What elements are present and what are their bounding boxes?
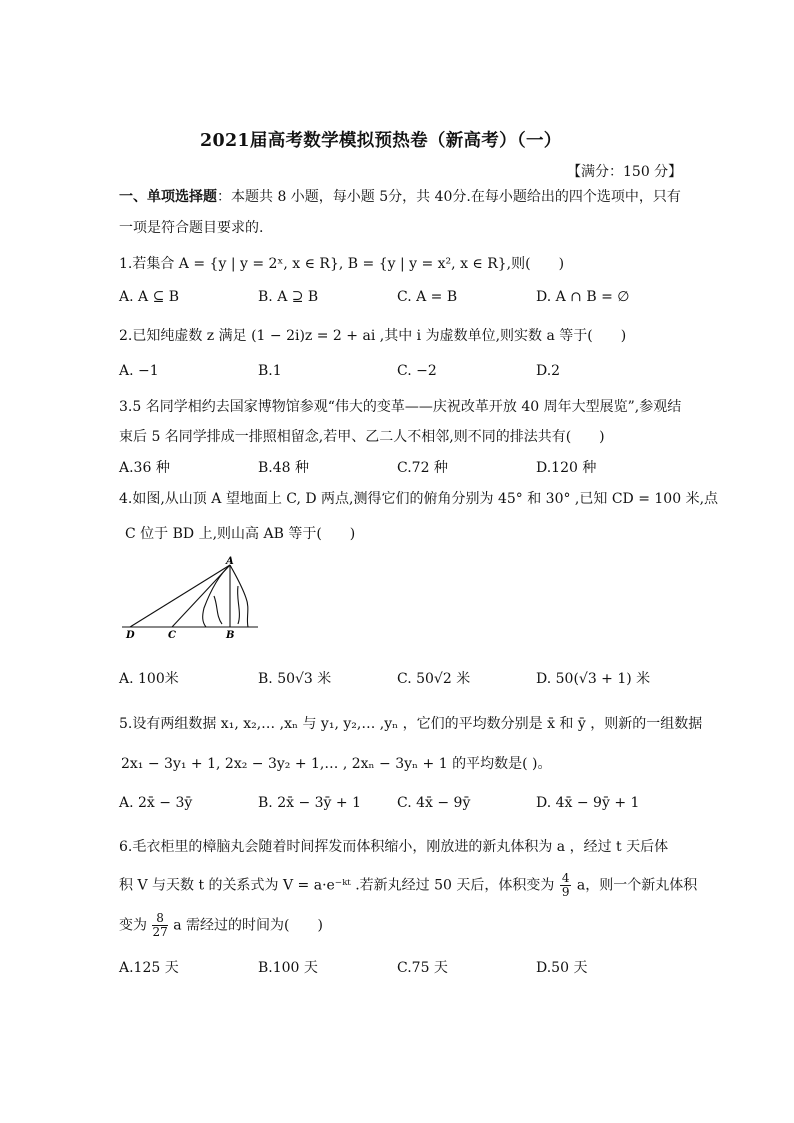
q4-option-c: C. 50√2 米 (397, 671, 471, 687)
q6-option-d: D.50 天 (536, 960, 588, 976)
score-note: 【满分：150 分】 (567, 164, 683, 180)
q3-option-a: A.36 种 (119, 460, 170, 476)
q6-line2-end: a，则一个新丸体积 (576, 877, 698, 894)
page-title: 2021届高考数学模拟预热卷（新高考）（一） (200, 131, 562, 151)
q2-option-c: C. −2 (397, 363, 437, 379)
question-6-line3 (119, 912, 323, 939)
question-5-line2: 2x₁ − 3y₁ + 1, 2x₂ − 3y₂ + 1,… , 2xₙ − 3yₙ + 1 的平均数是( )。 (121, 756, 552, 772)
q1-option-b: B. A ⊇ B (258, 289, 319, 305)
fraction-four-ninths (560, 872, 572, 899)
fraction-numerator: 8 (152, 912, 167, 926)
question-2-stem: 2.已知纯虚数 z 满足 (1 − 2i)z = 2 + ai ,其中 i 为虚数单位,则实数 a 等于( ) (119, 328, 627, 344)
q2-option-a: A. −1 (119, 363, 159, 379)
label-d: D (126, 630, 135, 641)
section-title: 一、单项选择题 (119, 189, 217, 205)
label-b: B (226, 630, 235, 641)
q6-line3-start: 变为 (119, 917, 147, 934)
question-4-line1: 4.如图,从山顶 A 望地面上 C, D 两点,测得它们的俯角分别为 45° 和 30° ,已知 CD = 100 米,点 (119, 491, 719, 507)
q2-option-d: D.2 (536, 363, 561, 379)
question-3-line1: 3.5 名同学相约去国家博物馆参观“伟大的变革——庆祝改革开放 40 周年大型展览”,参观结 (119, 399, 682, 415)
q1-option-a: A. A ⊆ B (119, 289, 180, 305)
q4-option-d: D. 50(√3 + 1) 米 (536, 671, 651, 687)
q1-option-c: C. A = B (397, 289, 458, 305)
q4-option-a: A. 100米 (119, 671, 179, 687)
q6-option-a: A.125 天 (119, 960, 179, 976)
mountain-figure (118, 556, 268, 646)
q6-line2-start: 积 V 与天数 t 的关系式为 V = a·e⁻ᵏᵗ .若新丸经过 50 天后，体积变为 (119, 877, 555, 894)
q5-option-b: B. 2x̄ − 3ȳ + 1 (258, 795, 361, 811)
mountain-outline (203, 565, 248, 627)
fraction-numerator: 4 (561, 871, 570, 885)
q4-option-b: B. 50√3 米 (258, 671, 332, 687)
q6-line3-end: a 需经过的时间为( ) (173, 917, 323, 934)
q5-option-c: C. 4x̄ − 9ȳ (397, 795, 471, 811)
q3-option-d: D.120 种 (536, 460, 597, 476)
fraction-denominator: 9 (561, 885, 570, 899)
q3-option-b: B.48 种 (258, 460, 310, 476)
section-heading (119, 186, 681, 206)
question-6-line2 (119, 872, 697, 899)
fraction-eight-27ths (152, 912, 167, 939)
section-desc-line2: 一项是符合题目要求的. (119, 220, 264, 236)
section-desc: ：本题共 8 小题，每小题 5分，共 40分.在每小题给出的四个选项中，只有 (217, 189, 681, 205)
question-3-line2: 束后 5 名同学排成一排照相留念,若甲、乙二人不相邻,则不同的排法共有( ) (119, 429, 605, 445)
q5-option-a: A. 2x̄ − 3ȳ (119, 795, 193, 811)
question-4-line2: C 位于 BD 上,则山高 AB 等于( ) (125, 526, 356, 542)
q3-option-c: C.72 种 (397, 460, 448, 476)
q2-option-b: B.1 (258, 363, 282, 379)
question-1-stem: 1.若集合 A = {y | y = 2ˣ, x ∈ R}, B = {y | y = x², x ∈ R},则( ) (119, 256, 565, 272)
q6-option-b: B.100 天 (258, 960, 318, 976)
question-6-line1: 6.毛衣柜里的樟脑丸会随着时间挥发而体积缩小，刚放进的新丸体积为 a ，经过 t 天后体 (119, 839, 669, 855)
q6-option-c: C.75 天 (397, 960, 448, 976)
q1-option-d: D. A ∩ B = ∅ (536, 289, 630, 305)
label-c: C (168, 630, 176, 641)
question-5-line1: 5.设有两组数据 x₁, x₂,… ,xₙ 与 y₁, y₂,… ,yₙ ，它们的平均数分别是 x̄ 和 ȳ ，则新的一组数据 (119, 716, 703, 732)
label-a: A (226, 556, 234, 567)
fraction-denominator: 27 (152, 925, 168, 939)
q5-option-d: D. 4x̄ − 9ȳ + 1 (536, 795, 640, 811)
